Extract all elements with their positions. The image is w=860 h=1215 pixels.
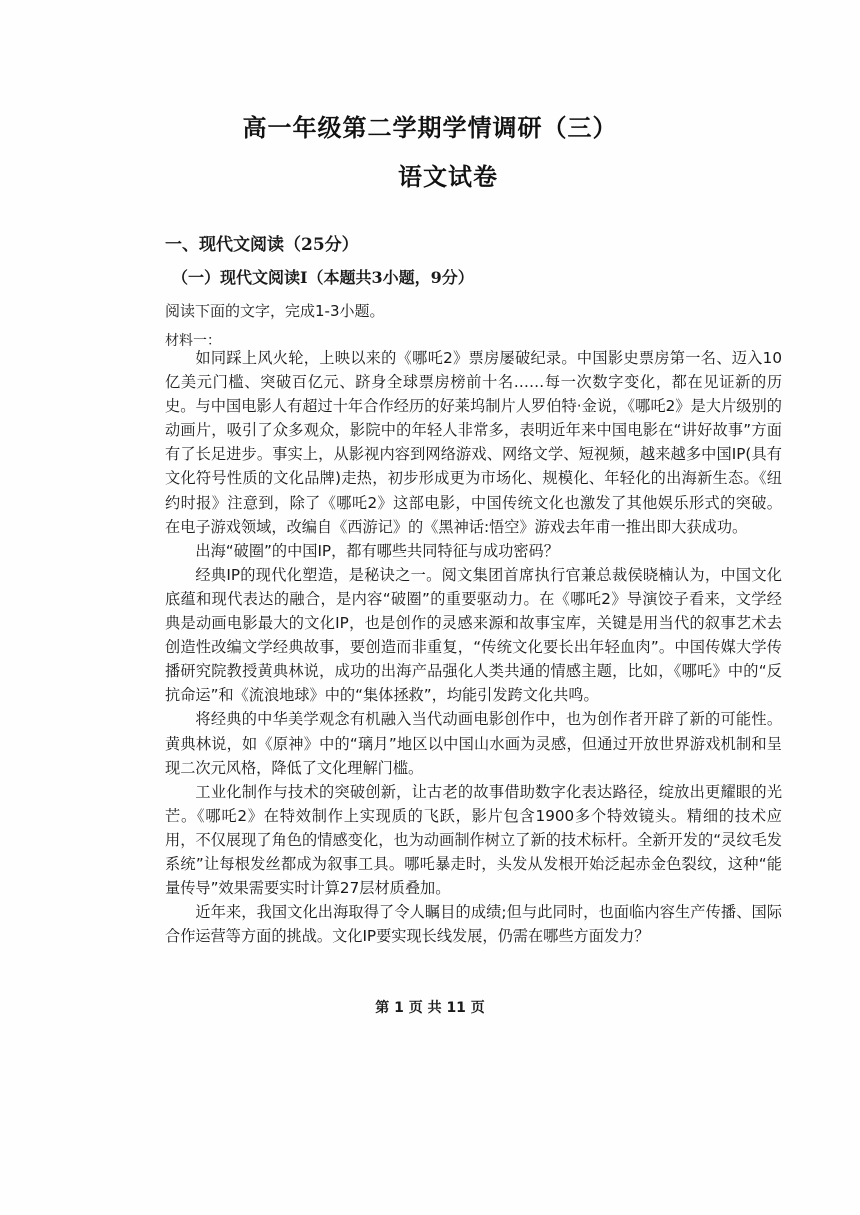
paragraph: 出海“破圈”的中国IP，都有哪些共同特征与成功密码？ bbox=[195, 541, 559, 560]
exam-title: 高一年级第二学期学情调研（三） bbox=[242, 113, 618, 142]
reading-instruction: 阅读下面的文字，完成1-3小题。 bbox=[165, 302, 385, 320]
paragraph: 近年来，我国文化出海取得了令人瞩目的成绩;但与此同时，也面临内容生产传播、国际合作运营等方面的挑战。文化IP要实现长线发展，仍需在哪些方面发力？ bbox=[165, 903, 782, 946]
material-label: 材料一： bbox=[165, 333, 221, 349]
subsection-heading: （一）现代文阅读Ⅰ（本题共3小题，9分） bbox=[172, 268, 474, 287]
paragraph: 经典IP的现代化塑造，是秘诀之一。阅文集团首席执行官兼总裁侯晓楠认为，中国文化底蕴和现代表达的融合，是内容“破圈”的重要驱动力。在《哪吒2》导演饺子看来，文学经典是动画电影最大的文化IP，也是创作的灵感来源和故事宝库，关键是用当代的叙事艺术去创造性改编文学经典故事，要创造而非重复，“传统文化要长出年轻血肉”。中国传媒大学传播研究院教授黄典林说，成功的出海产品强化人类共通的情感主题，比如，《哪吒》中的“反抗命运”和《流浪地球》中的“集体拯救”，均能引发跨文化共鸣。 bbox=[165, 565, 782, 705]
section-heading: 一、现代文阅读（25分） bbox=[165, 235, 359, 255]
paragraph: 将经典的中华美学观念有机融入当代动画电影创作中，也为创作者开辟了新的可能性。黄典林说，如《原神》中的“璃月”地区以中国山水画为灵感，但通过开放世界游戏机制和呈现二次元风格，降低了文化理解门槛。 bbox=[165, 710, 782, 777]
material-body bbox=[165, 346, 782, 948]
paragraph: 如同踩上风火轮，上映以来的《哪吒2》票房屡破纪录。中国影史票房第一名、迈入10亿美元门槛、突破百亿元、跻身全球票房榜前十名……每一次数字变化，都在见证新的历史。与中国电影人有超过十年合作经历的好莱坞制片人罗伯特·金说，《哪吒2》是大片级别的动画片，吸引了众多观众，影院中的年轻人非常多，表明近年来中国电影在“讲好故事”方面有了长足进步。事实上，从影视内容到网络游戏、网络文学、短视频，越来越多中国IP(具有文化符号性质的文化品牌)走热，初步形成更为市场化、规模化、年轻化的出海新生态。《纽约时报》注意到，除了《哪吒2》这部电影，中国传统文化也激发了其他娱乐形式的突破。在电子游戏领域，改编自《西游记》的《黑神话:悟空》游戏去年甫一推出即大获成功。 bbox=[165, 349, 782, 536]
exam-subtitle: 语文试卷 bbox=[398, 162, 498, 191]
paragraph: 工业化制作与技术的突破创新，让古老的故事借助数字化表达路径，绽放出更耀眼的光芒。《哪吒2》在特效制作上实现质的飞跃，影片包含1900多个特效镜头。精细的技术应用，不仅展现了角色的情感变化，也为动画制作树立了新的技术标杆。全新开发的“灵纹毛发系统”让每根发丝都成为叙事工具。哪吒暴走时，头发从发根开始泛起赤金色裂纹，这种“能量传导”效果需要实时计算27层材质叠加。 bbox=[165, 782, 782, 898]
page-footer: 第 1 页 共 11 页 bbox=[375, 1000, 485, 1016]
